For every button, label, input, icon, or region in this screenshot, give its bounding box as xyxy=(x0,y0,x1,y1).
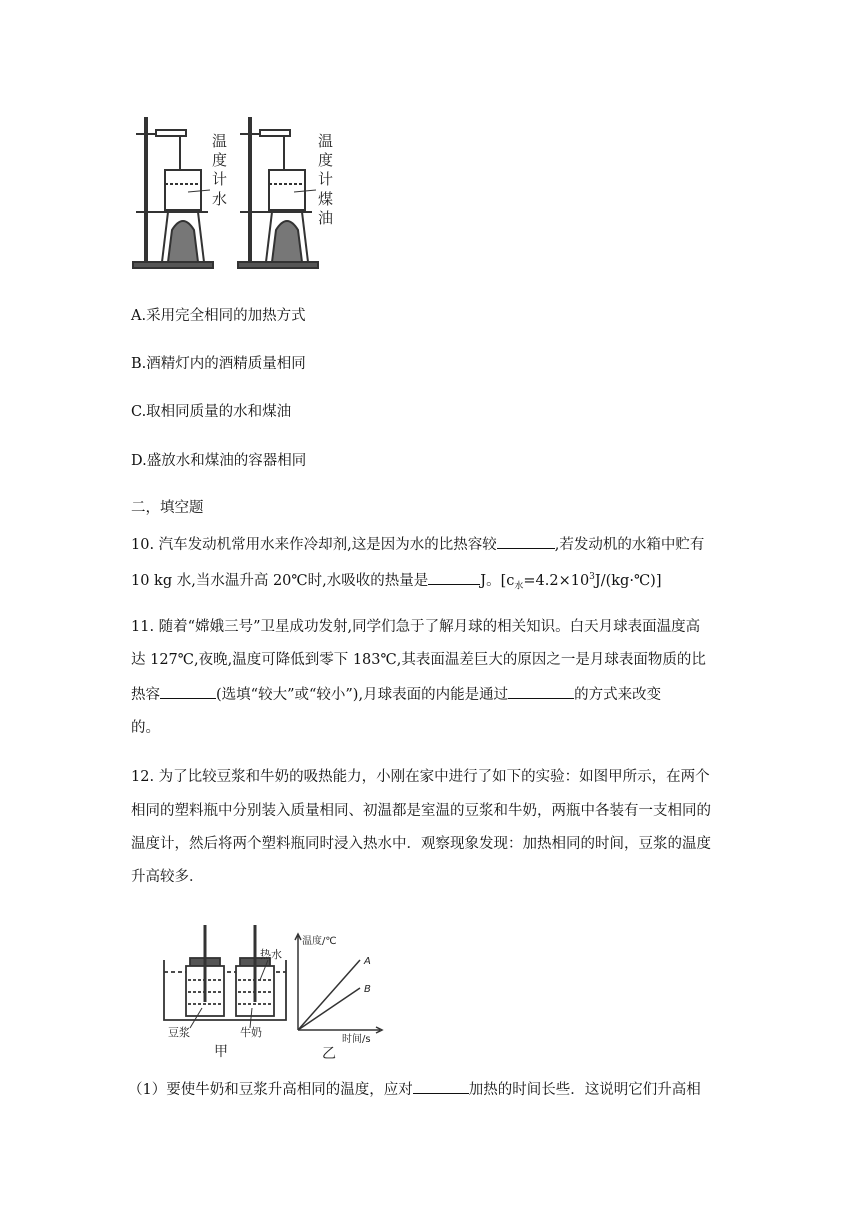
option-c: C.取相同质量的水和煤油 xyxy=(131,404,292,420)
q10-text-1b: ,若发动机的水箱中贮有 xyxy=(554,537,705,553)
series-label-B: B xyxy=(364,984,371,995)
q10-text-1a: 10. 汽车发动机常用水来作冷却剂,这是因为水的比热容较 xyxy=(131,537,497,553)
q11-line-2: 达 127℃,夜晚,温度可降低到零下 183℃,其表面温差巨大的原因之一是月球表面物质的比 xyxy=(131,652,706,668)
right-label-3: 煤 xyxy=(318,190,334,208)
caption-yi: 乙 xyxy=(322,1046,336,1062)
left-label-0: 温 xyxy=(212,132,228,150)
left-label-2: 计 xyxy=(212,170,228,188)
q12-line-2: 相同的塑料瓶中分别装入质量相同、初温都是室温的豆浆和牛奶，两瓶中各装有一支相同的 xyxy=(131,803,711,819)
q10-line-2 xyxy=(131,567,661,597)
temperature-time-chart xyxy=(288,930,388,1062)
right-label-0: 温 xyxy=(318,132,334,150)
q11-text-3b: (选填“较大”或“较小”),月球表面的内能是通过 xyxy=(216,687,509,703)
q11-blank-1[interactable] xyxy=(160,684,216,699)
experiment-figure-soy-milk xyxy=(160,920,290,1060)
q10-blank-1[interactable] xyxy=(497,534,555,549)
left-label-1: 度 xyxy=(212,151,228,169)
x-axis-label: 时间/s xyxy=(342,1034,371,1045)
q11-text-3a: 热容 xyxy=(131,687,160,703)
option-b: B.酒精灯内的酒精质量相同 xyxy=(131,356,306,372)
q12-sub1-blank[interactable] xyxy=(413,1079,469,1094)
hot-water-label: 热水 xyxy=(260,948,282,961)
right-label-4: 油 xyxy=(318,209,334,227)
experiment-figure-water-kerosene xyxy=(128,112,338,274)
right-label-2: 计 xyxy=(318,170,334,188)
y-axis-label: 温度/℃ xyxy=(302,936,337,947)
q12-sub1-text-b: 加热的时间长些．这说明它们升高相 xyxy=(468,1082,701,1098)
left-label-3: 水 xyxy=(212,190,228,208)
section-heading: 二，填空题 xyxy=(131,500,204,516)
soy-label: 豆浆 xyxy=(168,1026,190,1039)
option-d: D.盛放水和煤油的容器相同 xyxy=(131,453,307,469)
right-label-1: 度 xyxy=(318,151,334,169)
q10-sub: 水 xyxy=(514,581,524,592)
caption-jia: 甲 xyxy=(214,1044,228,1060)
q11-text-3c: 的方式来改变 xyxy=(574,687,662,703)
q12-line-3: 温度计，然后将两个塑料瓶同时浸入热水中．观察现象发现：加热相同的时间，豆浆的温度 xyxy=(131,836,711,852)
q12-line-1: 12. 为了比较豆浆和牛奶的吸热能力，小刚在家中进行了如下的实验：如图甲所示，在两个 xyxy=(131,769,710,785)
q10-text-2d: J/(kg·℃)] xyxy=(594,572,662,589)
q11-line-1: 11. 随着“嫦娥三号”卫星成功发射,同学们急于了解月球的相关知识。白天月球表面温度高 xyxy=(131,619,701,635)
q12-line-4: 升高较多． xyxy=(131,869,204,885)
q10-text-2a: 10 kg 水,当水温升高 20℃时,水吸收的热量是 xyxy=(131,572,429,589)
q10-sup: 3 xyxy=(589,572,595,582)
q11-blank-2[interactable] xyxy=(508,684,574,699)
q10-text-2b: J。[c xyxy=(480,572,515,589)
q12-sub1-line xyxy=(128,1079,701,1100)
q11-line-4: 的。 xyxy=(131,720,160,736)
series-label-A: A xyxy=(364,956,371,967)
milk-label: 牛奶 xyxy=(240,1026,262,1039)
q10-text-2c: =4.2×10 xyxy=(523,572,590,589)
q10-line-1 xyxy=(131,534,704,555)
q10-blank-2[interactable] xyxy=(428,570,480,585)
q11-line-3 xyxy=(131,684,661,705)
q12-sub1-text-a: （1）要使牛奶和豆浆升高相同的温度，应对 xyxy=(128,1082,413,1098)
option-a: A.采用完全相同的加热方式 xyxy=(131,308,306,324)
